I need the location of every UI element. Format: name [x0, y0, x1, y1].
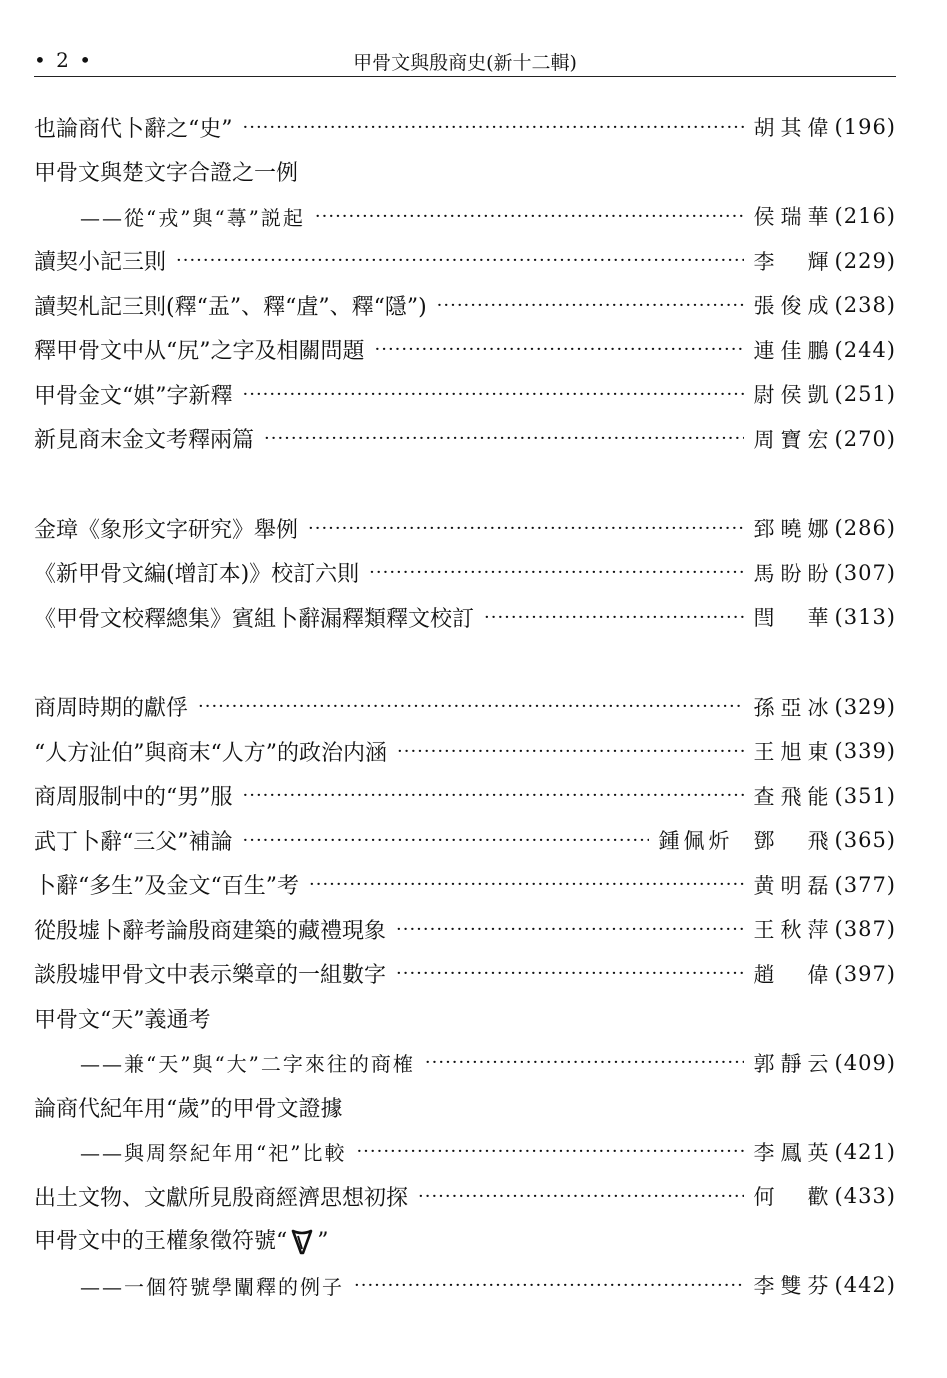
- entry-page: (339): [834, 739, 896, 764]
- section-gap: [34, 640, 896, 685]
- dot-leader: [309, 874, 744, 895]
- dot-leader: [437, 295, 744, 316]
- entry-title: 甲骨金文“娸”字新釋: [34, 383, 233, 409]
- entry-author: 趙 偉: [753, 962, 835, 987]
- entry-title: 也論商代卜辭之“史”: [34, 116, 233, 142]
- entry-author: 連佳鵬: [753, 338, 835, 363]
- page-number: • 2 •: [34, 48, 94, 72]
- toc-entry[interactable]: [34, 417, 896, 462]
- entry-page: (433): [834, 1184, 896, 1209]
- dot-leader: [484, 607, 744, 628]
- entry-page: (387): [834, 917, 896, 942]
- entry-subtitle: ——從“戎”與“蕁”説起: [80, 205, 305, 230]
- entry-page: (351): [834, 783, 896, 808]
- entry-author: 何 歡: [753, 1185, 835, 1210]
- toc-entry[interactable]: [34, 1263, 896, 1308]
- toc-entry[interactable]: [34, 996, 896, 1041]
- toc-entry[interactable]: [34, 685, 896, 730]
- entry-author: 閆 華: [753, 606, 835, 631]
- toc-entry[interactable]: [34, 506, 896, 551]
- entry-author: 張俊成: [753, 294, 835, 319]
- dot-leader: [176, 250, 744, 271]
- toc-entry[interactable]: [34, 774, 896, 819]
- dot-leader: [396, 963, 744, 984]
- toc-entry[interactable]: [34, 1219, 896, 1264]
- entry-subtitle: ——與周祭紀年用“祀”比較: [80, 1141, 347, 1166]
- entry-title: 武丁卜辭“三父”補論: [34, 829, 233, 855]
- toc-entry[interactable]: [34, 194, 896, 239]
- entry-author: 查飛能: [753, 784, 835, 809]
- dot-leader: [425, 1052, 744, 1073]
- entry-title: 甲骨文與楚文字合證之一例: [34, 161, 299, 187]
- entry-page: (377): [834, 872, 896, 897]
- entry-page: (286): [834, 516, 896, 541]
- entry-author: 鄧 飛: [753, 829, 835, 854]
- entry-title: 新見商末金文考釋兩篇: [34, 428, 255, 454]
- entry-author: 李鳳英: [753, 1140, 835, 1165]
- entry-title: 金璋《象形文字研究》舉例: [34, 517, 299, 543]
- entry-title: 讀契小記三則: [34, 250, 167, 276]
- entry-subtitle: ——兼“天”與“大”二字來往的商榷: [80, 1052, 415, 1077]
- toc-entry[interactable]: [34, 863, 896, 908]
- entry-title: 《甲骨文校釋總集》賓組卜辭漏釋類釋文校訂: [34, 606, 475, 632]
- entry-page: (313): [834, 605, 896, 630]
- entry-author: 王秋萍: [753, 918, 835, 943]
- entry-author: 胡其偉: [753, 116, 835, 141]
- entry-author: 周寶宏: [753, 427, 835, 452]
- entry-title: 商周服制中的“男”服: [34, 785, 233, 811]
- entry-page: (196): [834, 115, 896, 140]
- entry-page: (307): [834, 560, 896, 585]
- toc-entry[interactable]: [34, 907, 896, 952]
- entry-coauthor: 鍾佩炘: [658, 829, 734, 854]
- entry-title-before: 甲骨文中的王權象徵符號“: [34, 1229, 288, 1255]
- entry-page: (216): [834, 204, 896, 229]
- entry-page: (229): [834, 248, 896, 273]
- entry-title: 甲骨文“天”義通考: [34, 1007, 211, 1033]
- dot-leader: [396, 919, 744, 940]
- entry-title: 從殷墟卜辭考論殷商建築的藏禮現象: [34, 918, 387, 944]
- toc-entry[interactable]: [34, 595, 896, 640]
- entry-title: 釋甲骨文中从“尻”之字及相關問題: [34, 339, 365, 365]
- dot-leader: [354, 1275, 744, 1296]
- entry-title: “人方沚伯”與商末“人方”的政治内涵: [34, 740, 387, 766]
- dot-leader: [397, 741, 744, 762]
- toc-entry[interactable]: [34, 1041, 896, 1086]
- toc-entry[interactable]: [34, 239, 896, 284]
- entry-author: 李 輝: [753, 249, 835, 274]
- toc-entry[interactable]: [34, 1130, 896, 1175]
- entry-page: (421): [834, 1139, 896, 1164]
- dot-leader: [243, 785, 744, 806]
- entry-author: 孫亞冰: [753, 695, 835, 720]
- dot-leader: [375, 339, 744, 360]
- entry-title: 商周時期的獻俘: [34, 696, 189, 722]
- entry-title-after: ”: [317, 1229, 329, 1255]
- toc-entry[interactable]: [34, 328, 896, 373]
- entry-title: 出土文物、文獻所見殷商經濟思想初探: [34, 1185, 409, 1211]
- entry-page: (238): [834, 293, 896, 318]
- entry-title: [34, 1224, 329, 1257]
- entry-author: 侯瑞華: [753, 205, 835, 230]
- entry-page: (397): [834, 961, 896, 986]
- toc-entry[interactable]: [34, 283, 896, 328]
- header-rule: [34, 76, 896, 77]
- toc-entry[interactable]: [34, 818, 896, 863]
- entry-title: 讀契札記三則(釋“盂”、釋“虘”、釋“隱”): [34, 294, 427, 320]
- entry-author: 郅曉娜: [753, 517, 835, 542]
- entry-author: 郭靜云: [753, 1051, 835, 1076]
- toc-entry[interactable]: [34, 105, 896, 150]
- entry-page: (270): [834, 426, 896, 451]
- toc-entry[interactable]: [34, 551, 896, 596]
- toc-entry[interactable]: [34, 372, 896, 417]
- toc-entry[interactable]: [34, 1174, 896, 1219]
- dot-leader: [369, 562, 743, 583]
- entry-title: 談殷墟甲骨文中表示樂章的一組數字: [34, 963, 387, 989]
- dot-leader: [243, 830, 649, 851]
- toc-entry[interactable]: [34, 952, 896, 997]
- entry-author: 黄明磊: [753, 873, 835, 898]
- section-gap: [34, 461, 896, 506]
- running-title: 甲骨文與殷商史(新十二輯): [353, 52, 577, 74]
- dot-leader: [243, 117, 744, 138]
- entry-page: (244): [834, 337, 896, 362]
- table-of-contents: [34, 105, 896, 1308]
- dot-leader: [264, 428, 744, 449]
- oracle-bone-royal-symbol-icon: [291, 1227, 313, 1257]
- toc-entry[interactable]: [34, 150, 896, 195]
- entry-author: 尉侯凱: [753, 383, 835, 408]
- dot-leader: [356, 1141, 743, 1162]
- entry-page: (409): [834, 1050, 896, 1075]
- running-header: [34, 44, 896, 76]
- entry-title: 卜辭“多生”及金文“百生”考: [34, 874, 299, 900]
- entry-subtitle: ——一個符號學闡釋的例子: [80, 1274, 344, 1299]
- entry-page: (329): [834, 694, 896, 719]
- toc-entry[interactable]: [34, 1085, 896, 1130]
- dot-leader: [198, 696, 744, 717]
- dot-leader: [315, 206, 744, 227]
- entry-page: (365): [834, 828, 896, 853]
- dot-leader: [418, 1186, 744, 1207]
- entry-author: 王旭東: [753, 740, 835, 765]
- entry-author: 馬盼盼: [753, 561, 835, 586]
- entry-author: 李雙芬: [753, 1274, 835, 1299]
- dot-leader: [243, 384, 744, 405]
- toc-entry[interactable]: [34, 729, 896, 774]
- dot-leader: [308, 518, 744, 539]
- entry-page: (251): [834, 382, 896, 407]
- entry-page: (442): [834, 1273, 896, 1298]
- entry-title: 論商代紀年用“歲”的甲骨文證據: [34, 1096, 343, 1122]
- entry-title: 《新甲骨文編(增訂本)》校訂六則: [34, 562, 360, 588]
